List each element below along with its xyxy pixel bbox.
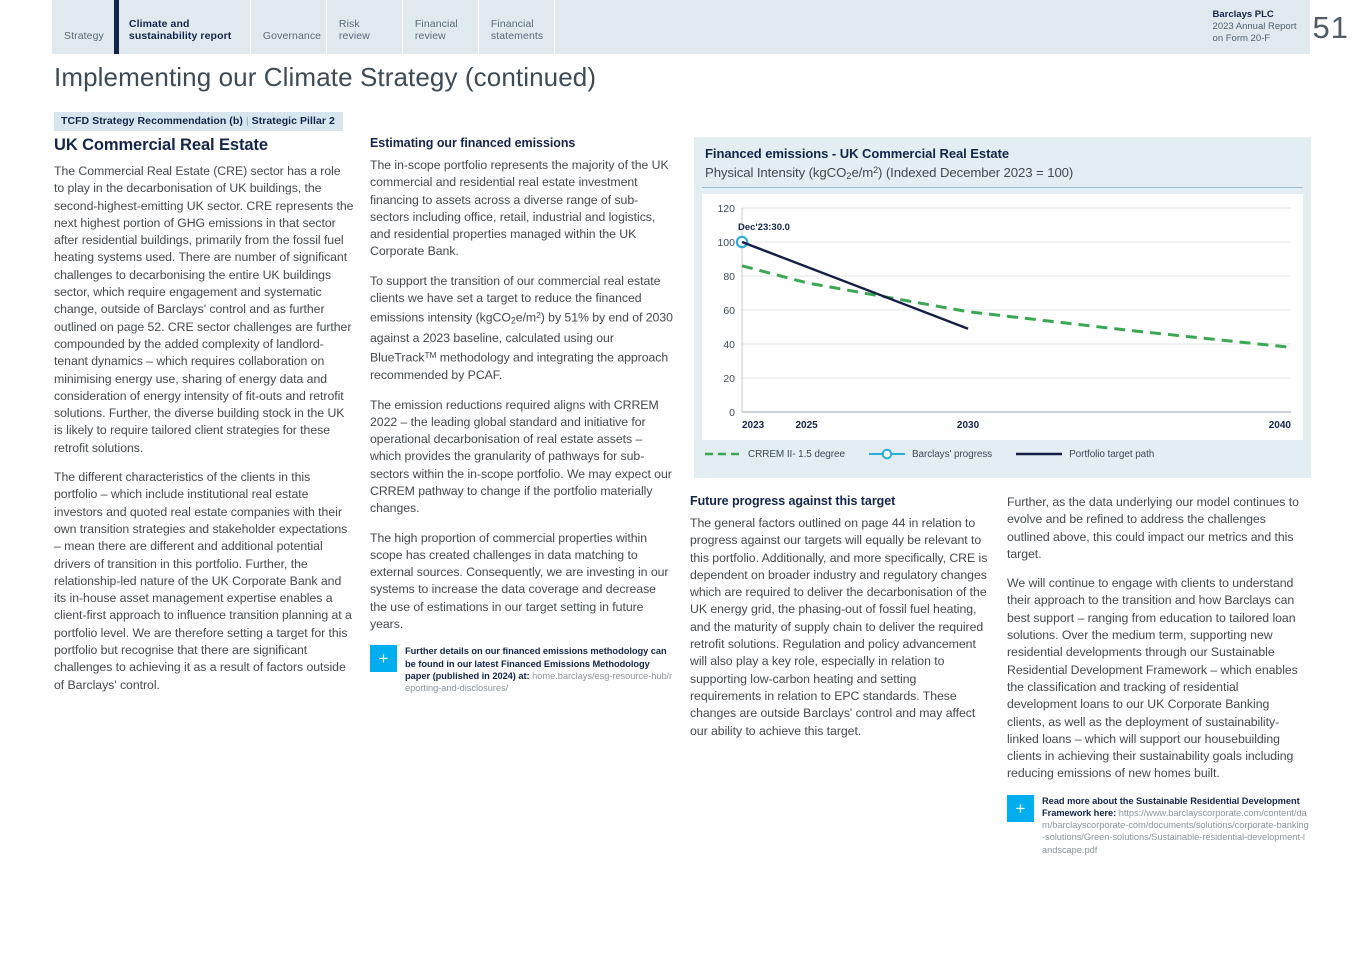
mid-column-paragraph-3: The emission reductions required aligns with CRREM 2022 – the leading global standard and initiative for operational decarbonisation of real estate assets – which provides the granularity of pathways for sub-sectors within the in-scope portfolio. We may expect our CRREM pathway to change if the portfolio materially changes. bbox=[370, 397, 672, 516]
svg-text:40: 40 bbox=[723, 339, 735, 351]
left-column-paragraph-2: The different characteristics of the clients in this portfolio – which include institutional real estate investors and quoted real estate companies with their own transition strategies and stakeholder expectations – mean there are different and additional potential drivers of transition in this portfolio. Further, the relationship-led nature of the UK Corporate Bank and its in-house asset management expertise enables a client-first approach to influence transition planning at a portfolio level. We are therefore setting a target for this portfolio but recognise that there are significant challenges to achieving it as a result of factors outside of Barclays' control. bbox=[54, 470, 352, 692]
svg-text:0: 0 bbox=[729, 407, 735, 419]
chart-subtitle bbox=[705, 165, 1073, 182]
page-number: 51 bbox=[1312, 9, 1349, 45]
left-column-heading: UK Commercial Real Estate bbox=[54, 136, 268, 154]
future-progress-paragraph-1: The general factors outlined on page 44 in relation to progress against our targets will equally be relevant to this portfolio. Additionally, and more specifically, CRE is dependent on broader industry and regulatory changes which are required to deliver the decarbonisation of the UK energy grid, the phasing-out of fossil fuel heating, and the maturity of supply chain to deliver the required retrofit solutions. Regulation and policy advancement will also play a key role, especially in relation to supporting low-carbon heating and setting requirements in relation to EPC standards. These changes are outside Barclays' control and may affect our ability to achieve this target. bbox=[690, 516, 988, 738]
tcfd-badge-left: TCFD Strategy Recommendation (b) bbox=[61, 115, 243, 127]
nav-item-label: Climate and sustainability report bbox=[128, 18, 232, 42]
tcfd-badge-separator: | bbox=[245, 115, 249, 127]
callout-url[interactable]: home.barclays/esg-resource-hub/reporting-and-disclosures/ bbox=[405, 670, 673, 693]
company-name: Barclays PLC bbox=[1212, 9, 1274, 20]
future-progress-column bbox=[690, 494, 990, 752]
chart-title: Financed emissions - UK Commercial Real Estate bbox=[705, 146, 1010, 161]
chart-svg bbox=[702, 194, 1303, 440]
legend-item-crrem bbox=[705, 449, 845, 460]
svg-text:60: 60 bbox=[723, 305, 735, 317]
mid-column-paragraph-4: The high proportion of commercial properties within scope has created challenges in data matching to external sources. Consequently, we are investing in our systems to increase the data coverage and decrease the use of estimations in our target setting in future years. bbox=[370, 530, 669, 632]
header-report-identity bbox=[1213, 0, 1365, 54]
financed-emissions-chart-panel bbox=[694, 137, 1311, 478]
mid-column-paragraph-2 bbox=[370, 273, 673, 385]
p2-part-a: To support the transition of our commercial real estate clients we have set a target to reduce the financed emissions intensity (kgCO bbox=[370, 273, 661, 325]
plus-icon: + bbox=[370, 645, 397, 672]
nav-item-financial-review[interactable] bbox=[402, 0, 478, 54]
report-line-1: 2023 Annual Report bbox=[1212, 21, 1297, 32]
chart-header-divider bbox=[702, 187, 1303, 188]
callout-url[interactable]: https://www.barclayscorporate.com/content/dam/barclayscorporate-com/documents/solutions/corporate-banking-solutions/Green-solutions/Sustainable-residential-development-landscape.pdf bbox=[1042, 807, 1309, 855]
nav-item-financial-statements[interactable] bbox=[478, 0, 554, 54]
financed-emissions-methodology-callout[interactable] bbox=[370, 645, 673, 694]
mid-column-heading: Estimating our financed emissions bbox=[370, 136, 576, 150]
marker-line-icon bbox=[869, 448, 905, 460]
nav-item-label: Governance bbox=[262, 29, 322, 42]
left-column-paragraph-1: The Commercial Real Estate (CRE) sector has a role to play in the decarbonisation of UK buildings, the second-highest-emitting UK sector. CRE represents the next highest portion of GHG emissions in that sector after residential buildings, primarily from the fossil fuel heating systems used. There are number of significant challenges to decarbonising the entire UK buildings sector, which require engagement and systematic change, outside of Barclays' control and as further outlined on page 52. CRE sector challenges are further compounded by the added complexity of landlord-tenant dynamics – which requires collaboration on minimising energy use, sharing of energy data and consideration of energy intensity of fit-outs and retrofit solutions. Further, the diverse building stock in the UK is likely to require tailored client strategies for these retrofit solutions. bbox=[54, 164, 354, 455]
legend-label-portfolio-target-path: Portfolio target path bbox=[1069, 448, 1155, 460]
legend-item-portfolio-target-path bbox=[1016, 449, 1154, 460]
callout-text bbox=[1042, 795, 1309, 856]
mid-column-paragraph-1: The in-scope portfolio represents the majority of the UK commercial and residential real estate investment financing to assets across a diverse range of sub-sectors including office, retail, industrial and logistics, and residential properties managed within the UK Corporate Bank. bbox=[370, 158, 669, 259]
nav-item-label: Financial statements bbox=[490, 18, 544, 42]
svg-text:80: 80 bbox=[723, 271, 735, 283]
nav-item-governance[interactable] bbox=[250, 0, 326, 54]
p2-part-c: ) by 51% by end of 2030 against a 2023 baseline, calculated using our BlueTrack bbox=[370, 310, 673, 365]
p2-superscript: 2 bbox=[536, 310, 541, 321]
lower-right-paragraph-2: We will continue to engage with clients to understand their approach to the transition and how Barclays can best support – ranging from education to tailored loan solutions. Over the medium term, supporting new residential developments through our Sustainable Residential Development Framework – which enables the classification and tracking of residential development loans to our UK Corporate Banking clients, as well as the deployment of sustainability-linked loans – which will support our housebuilding clients in achieving their sustainability goals including reducing emissions of new homes built. bbox=[1007, 576, 1298, 781]
nav-item-label: Strategy bbox=[64, 29, 104, 42]
legend-label-crrem: CRREM II- 1.5 degree bbox=[748, 448, 845, 460]
nav-item-label: Financial review bbox=[414, 18, 458, 42]
svg-text:2030: 2030 bbox=[956, 420, 980, 431]
future-progress-heading: Future progress against this target bbox=[690, 494, 896, 508]
chart-subtitle-b: e/m bbox=[851, 165, 874, 180]
p2-trademark: TM bbox=[424, 350, 437, 361]
tcfd-strategy-badge bbox=[54, 112, 343, 131]
tcfd-badge-right: Strategic Pillar 2 bbox=[251, 115, 335, 127]
solid-line-icon bbox=[1016, 449, 1062, 459]
chart-subtitle-c: ) (Indexed December 2023 = 100) bbox=[878, 165, 1074, 180]
top-navigation-bar bbox=[52, 0, 1310, 54]
middle-text-column bbox=[370, 136, 673, 694]
chart-subtitle-a: Physical Intensity (kgCO bbox=[705, 165, 847, 180]
chart-subtitle-superscript: 2 bbox=[873, 165, 879, 176]
nav-item-label: Risk review bbox=[338, 18, 370, 42]
svg-text:2025: 2025 bbox=[795, 420, 818, 431]
p2-part-d: methodology and integrating the approach recommended by PCAF. bbox=[370, 350, 669, 383]
report-line-2: on Form 20-F bbox=[1212, 33, 1271, 44]
svg-text:100: 100 bbox=[717, 237, 735, 249]
svg-text:120: 120 bbox=[717, 203, 735, 215]
left-text-column bbox=[54, 136, 354, 706]
svg-text:2040: 2040 bbox=[1268, 420, 1291, 431]
nav-spacer bbox=[554, 0, 1310, 54]
plus-icon: + bbox=[1007, 795, 1034, 822]
sustainable-residential-framework-callout[interactable] bbox=[1007, 795, 1309, 856]
page-title: Implementing our Climate Strategy (continued) bbox=[54, 62, 597, 92]
p2-part-b: e/m bbox=[515, 310, 537, 325]
chart-legend bbox=[705, 448, 1178, 460]
chart-subtitle-subscript: 2 bbox=[846, 171, 852, 183]
p2-subscript: 2 bbox=[510, 315, 516, 326]
lower-right-text-column bbox=[1007, 494, 1309, 856]
callout-text bbox=[405, 645, 673, 694]
dashed-line-icon bbox=[705, 449, 741, 459]
svg-text:2023: 2023 bbox=[742, 420, 765, 431]
svg-text:Dec'23:30.0: Dec'23:30.0 bbox=[738, 222, 790, 233]
header-report-text bbox=[1213, 9, 1297, 45]
legend-item-barclays-progress bbox=[869, 448, 992, 460]
callout-bold-text: Read more about the Sustainable Residential Development Framework here: bbox=[1042, 795, 1300, 818]
lower-right-paragraph-1: Further, as the data underlying our model continues to evolve and be refined to address the challenges outlined above, this could impact our metrics and this target. bbox=[1007, 495, 1299, 561]
callout-bold-text: Further details on our financed emissions methodology can be found in our latest Financed Emissions Methodology paper (published in 2024) at: bbox=[405, 646, 667, 681]
svg-text:20: 20 bbox=[723, 373, 735, 385]
nav-item-strategy[interactable] bbox=[52, 0, 114, 54]
nav-item-climate-and-sustainability-report[interactable] bbox=[114, 0, 250, 54]
nav-item-risk-review[interactable] bbox=[326, 0, 402, 54]
legend-label-barclays-progress: Barclays' progress bbox=[911, 448, 993, 460]
